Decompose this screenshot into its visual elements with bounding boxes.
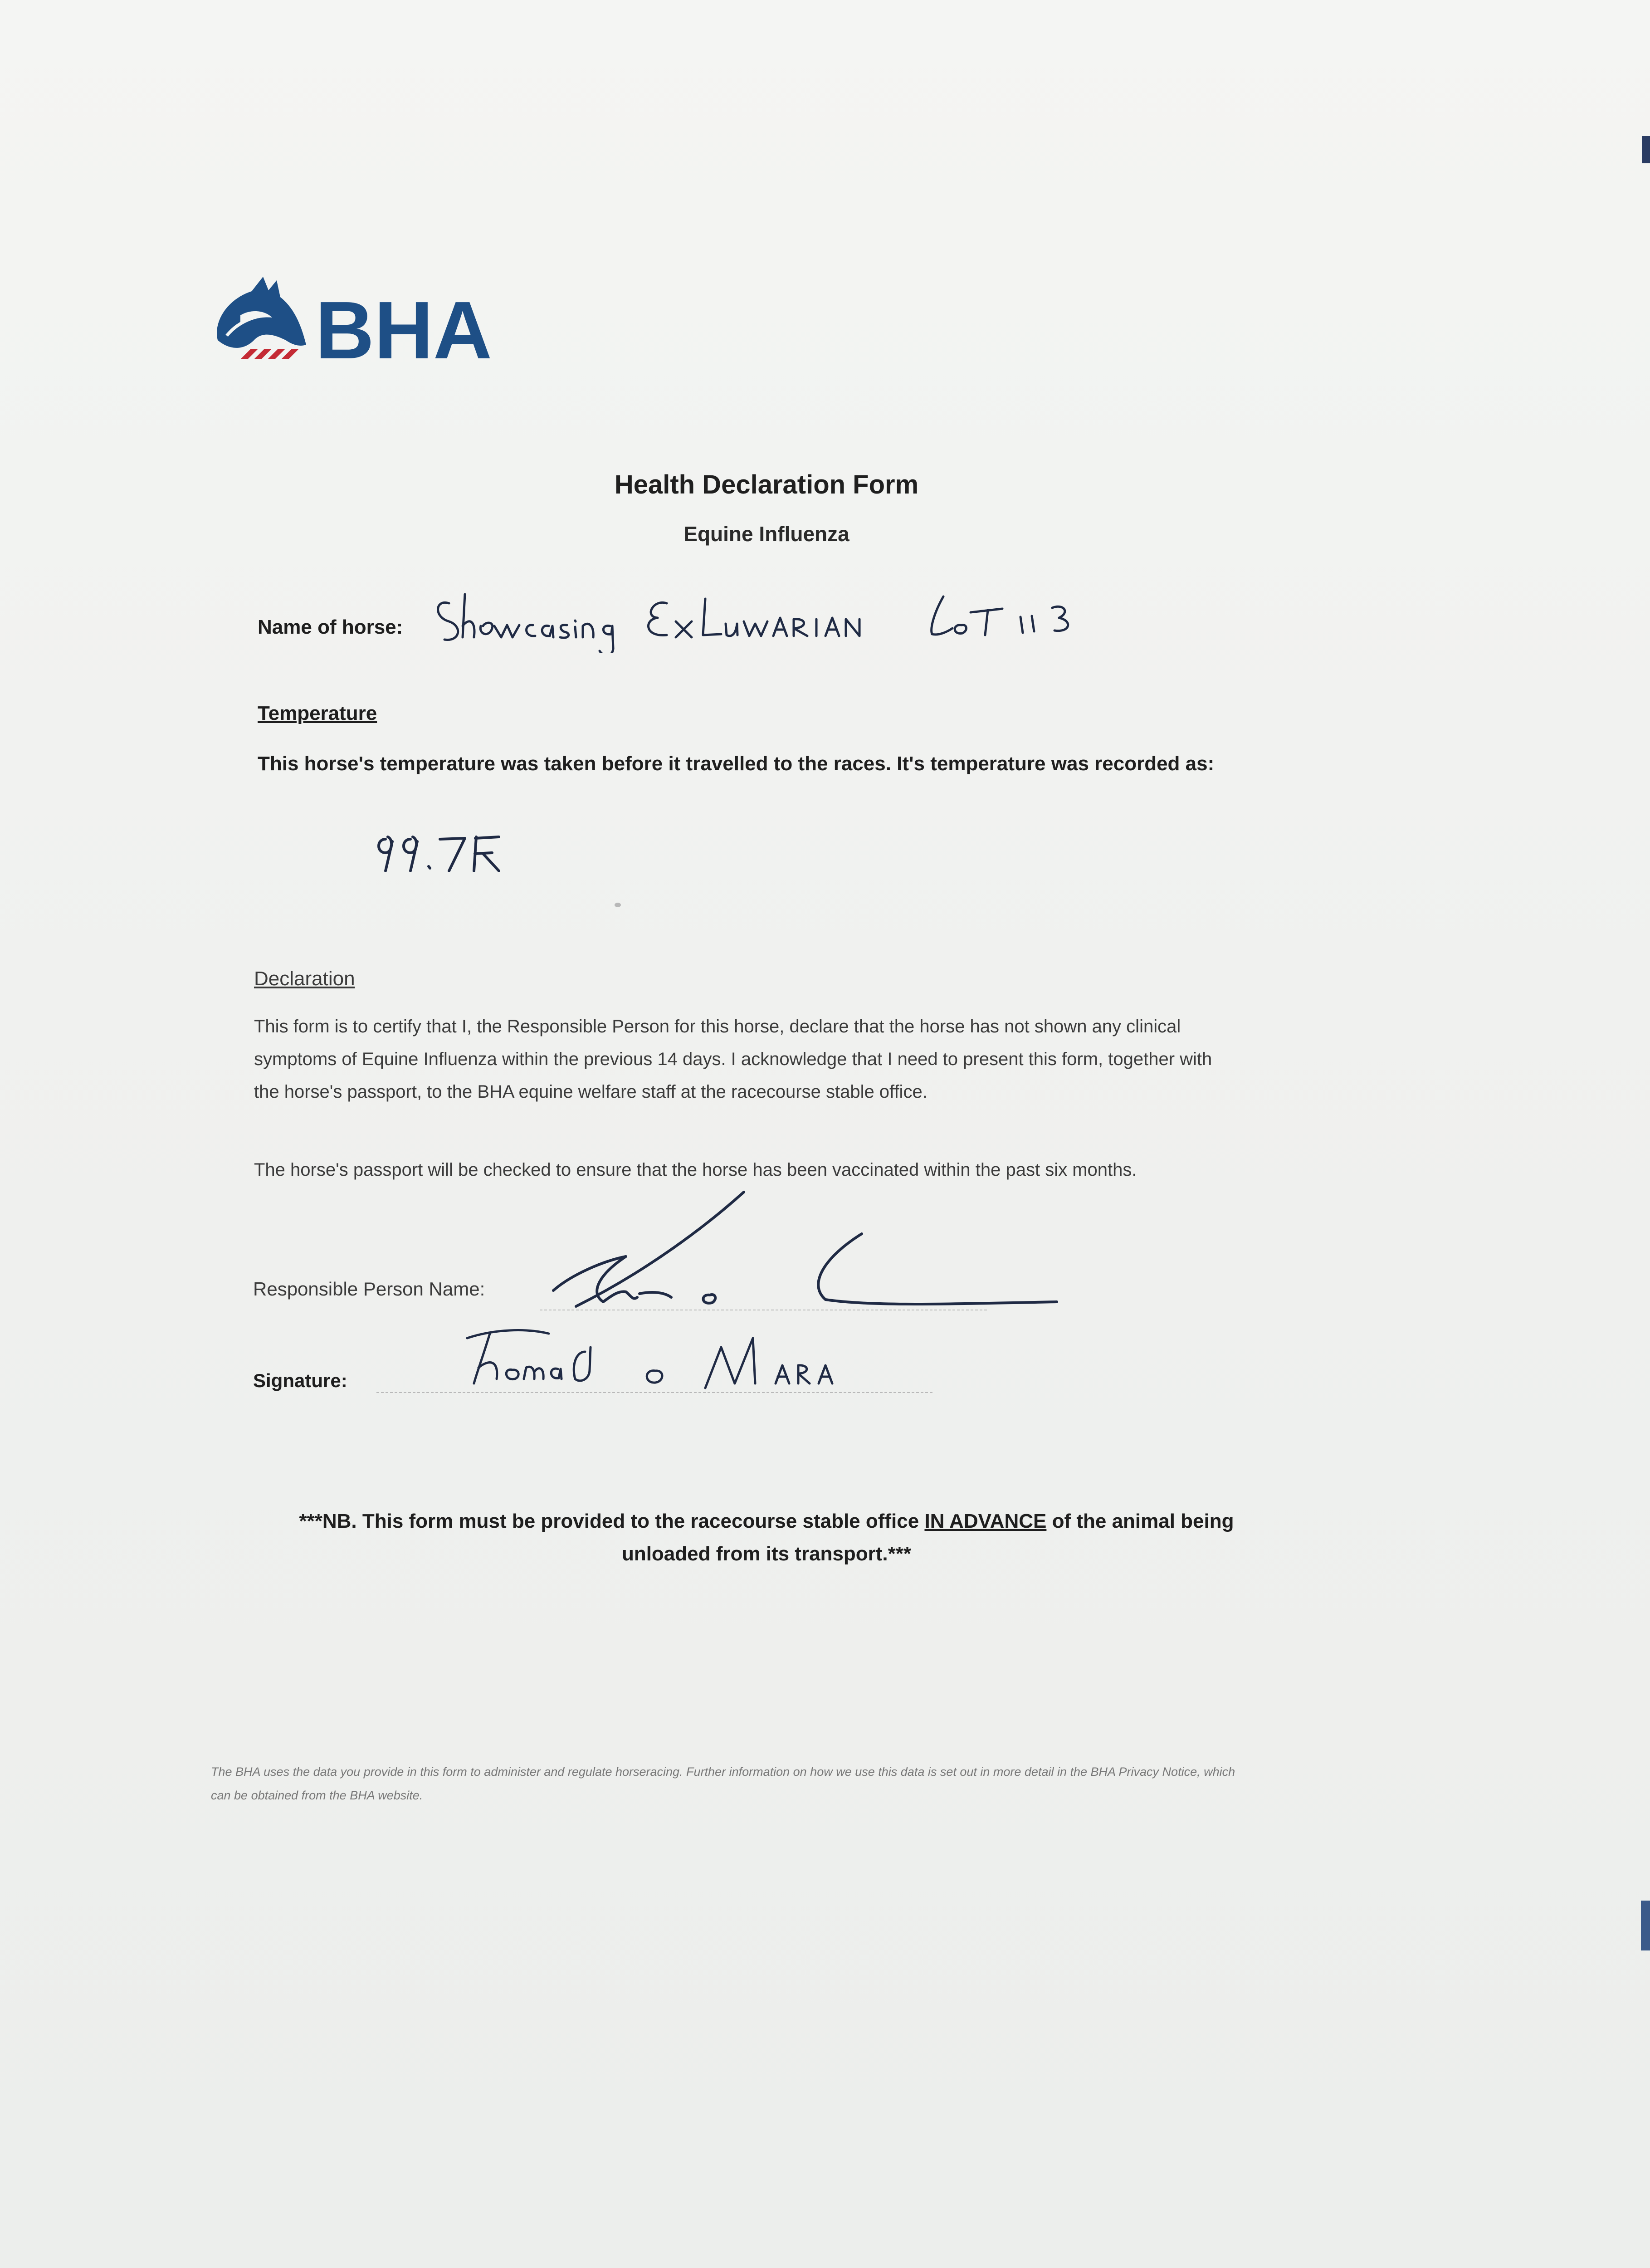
signature-label: Signature: [253,1370,347,1391]
declaration-paragraph: This form is to certify that I, the Responsible Person for this horse, declare that the horse has not shown any clinical symptoms of Equine Influenza within the previous 14 days. I acknowledge that I need to present this form, together with the horse's passport, to the BHA equine welfare staff at the racecourse stable office. [254,1017,1212,1102]
responsible-person-label: Responsible Person Name: [253,1278,485,1300]
horse-name-label: Name of horse: [258,616,403,638]
form-subtitle: Equine Influenza [683,522,849,546]
responsible-person-signature [535,1188,1079,1325]
temperature-text: This horse's temperature was taken before it travelled to the races. It's temperature was recorded as: [258,753,1215,775]
notice-after: of the animal being unloaded from its transport.*** [621,1510,1234,1565]
horse-head-icon [209,272,499,381]
signature-handwritten-name [376,1315,934,1406]
temperature-heading: Temperature [258,702,377,724]
temperature-handwritten-value [367,821,522,880]
horse-name-handwritten-value [431,585,1247,653]
advance-notice [254,1505,1279,1570]
scan-speck [615,903,621,907]
privacy-footnote: The BHA uses the data you provide in this form to administer and regulate horseracing. Further information on how we use this data is set out in more detail in the BHA Privacy Notice, which can be obtained from the BHA website. [211,1765,1235,1802]
bha-logo [209,272,499,381]
scan-edge-mark [1641,1901,1650,1950]
svg-text:BHA: BHA [315,285,492,376]
declaration-heading: Declaration [254,968,355,990]
scan-edge-mark [1642,136,1650,163]
notice-before: ***NB. This form must be provided to the racecourse stable office [299,1510,925,1532]
passport-check-paragraph: The horse's passport will be checked to ensure that the horse has been vaccinated within the past six months. [254,1160,1137,1180]
form-title: Health Declaration Form [614,470,919,499]
notice-emphasis: IN ADVANCE [924,1510,1047,1532]
